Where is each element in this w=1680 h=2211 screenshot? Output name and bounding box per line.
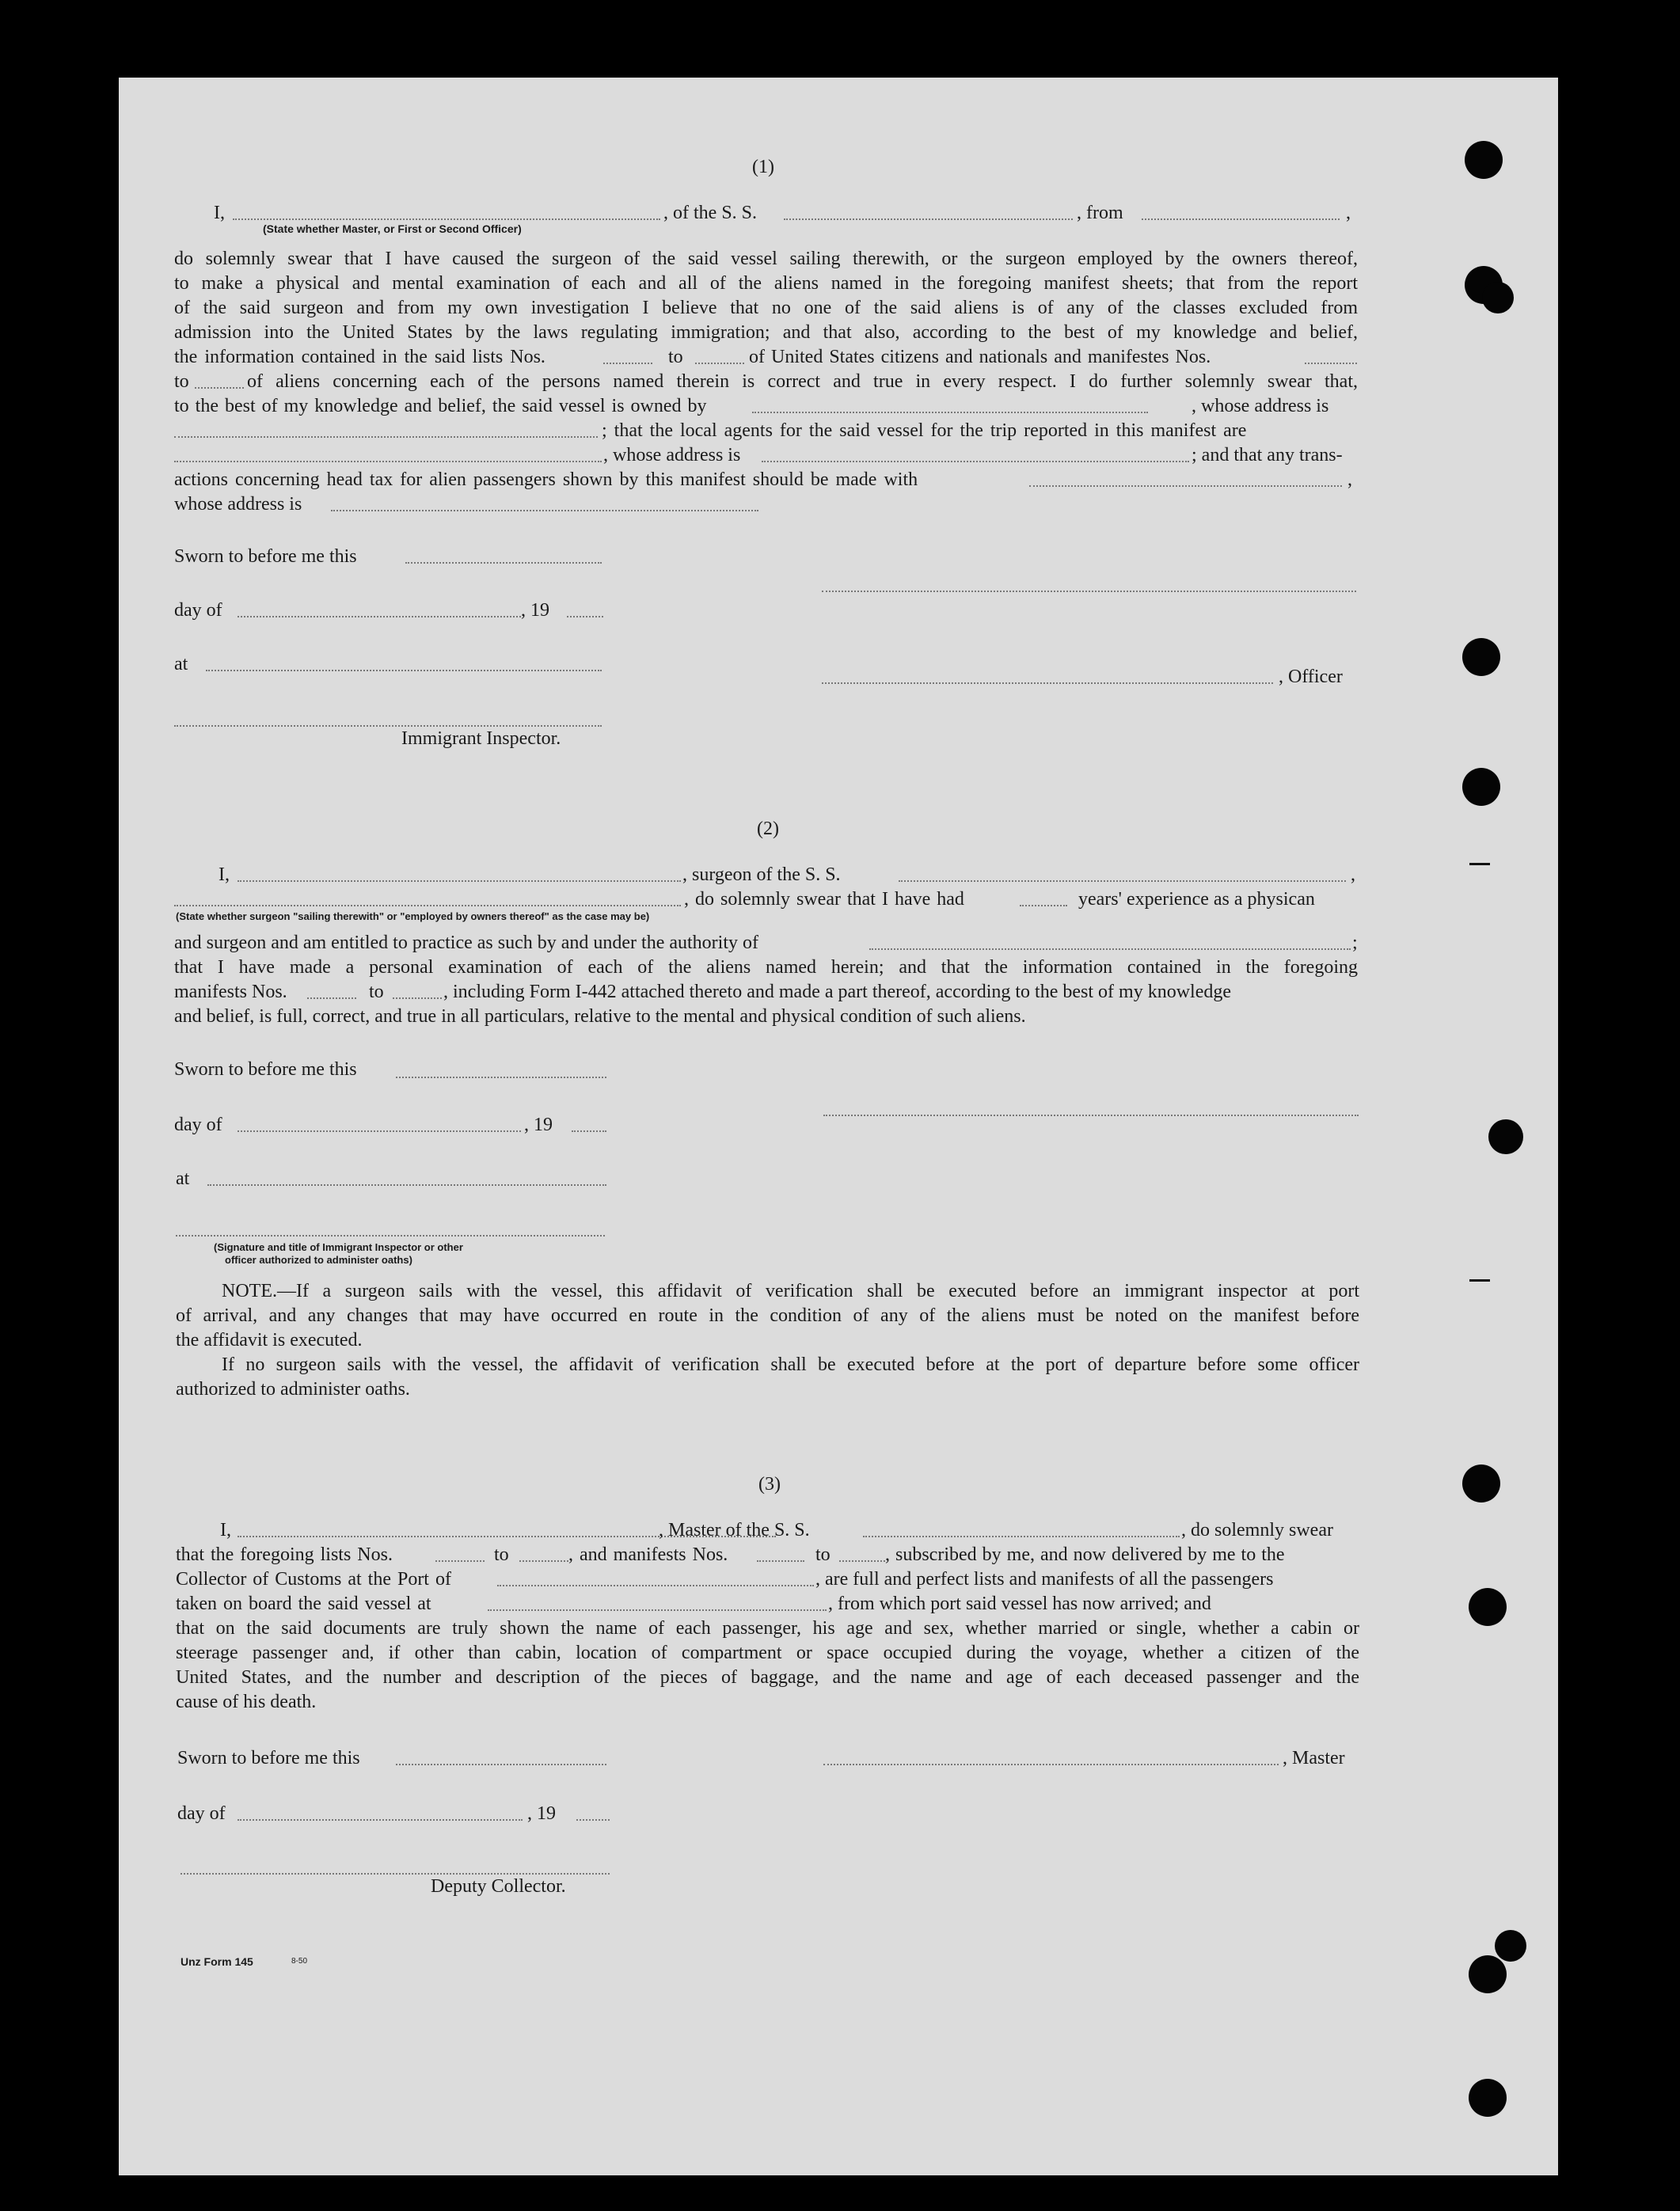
whose-address-label: , whose address is [1192,396,1329,416]
binder-hole [1462,1465,1500,1502]
officer-name-field[interactable] [233,218,660,220]
sec3-text-line: steerage passenger and, if other than cabin, location of compartment or space occupied during the voyage, whether a citizen of the [176,1643,1359,1663]
sec2-manifests-to-field[interactable] [393,997,442,999]
i-label: I, [219,864,230,885]
inspector-signature-field[interactable] [174,725,602,727]
form-page [119,78,1558,2175]
comma: , [1351,864,1355,885]
to-label: to [815,1544,830,1565]
sec2-manifests-from-field[interactable] [307,997,356,999]
sec3-text-line: cause of his death. [176,1692,317,1712]
sec2-sworn-day-field[interactable] [396,1077,606,1078]
officer-hint: (State whether Master, or First or Second Officer) [263,222,522,235]
comma: , [1347,469,1352,490]
whose-address-label: , whose address is [603,445,741,465]
manifests-to-field[interactable] [195,387,244,389]
sec2-text-line: that I have made a personal examination of each of the aliens named herein; and that the information contained in the foregoing [174,957,1358,978]
from-port-field[interactable] [1142,218,1340,220]
year-label: , 19 [524,1115,553,1135]
binder-hole [1469,1955,1507,1993]
note-line: NOTE.—If a surgeon sails with the vessel, this affidavit of verification shall be executed before an immigrant inspector at port [222,1281,1359,1301]
officer-label: , Officer [1279,667,1343,687]
sworn-label: Sworn to before me this [177,1748,360,1768]
sec1-text-line: do solemnly swear that I have caused the surgeon of the said vessel sailing therewith, or the surgeon employed by the owners thereof, [174,249,1358,269]
sec3-manifests-from-field[interactable] [757,1560,804,1562]
officer-title-field[interactable] [822,682,1273,684]
binder-hole [1465,141,1503,179]
officer-signature-field[interactable] [822,591,1356,592]
surgeon-hint: (State whether surgeon "sailing therewith" or "employed by owners thereof" as the case may be) [176,910,650,922]
note-line: the affidavit is executed. [176,1330,363,1351]
to-label: to [494,1544,509,1565]
aliens-line: of aliens concerning each of the persons named therein is correct and true in every respect. I do further solemnly swear that, [247,371,1358,392]
sworn-label: Sworn to before me this [174,1059,357,1080]
day-of-label: day of [177,1803,226,1824]
at-field[interactable] [206,670,602,671]
margin-mark [1469,1279,1490,1282]
year-field[interactable] [567,616,603,617]
sec2-text-line: and belief, is full, correct, and true in all particulars, relative to the mental and physical condition of such aliens. [174,1006,1026,1027]
sec2-inspector-signature-field[interactable] [176,1235,605,1237]
whose-address-label: whose address is [174,494,302,515]
lists-from-field[interactable] [603,363,652,364]
section-number: (3) [758,1474,781,1495]
sworn-day-field[interactable] [405,562,602,564]
sec3-text-line: that on the said documents are truly shown the name of each passenger, his age and sex, whether married or single, whether a cabin or [176,1618,1359,1639]
to-label: to [369,982,384,1002]
taken-port-field[interactable] [488,1609,827,1611]
port-field[interactable] [497,1585,814,1586]
surgeon-signature-field[interactable] [823,1115,1359,1116]
note-line: authorized to administer oaths. [176,1379,410,1400]
note-line: If no surgeon sails with the vessel, the affidavit of verification shall be executed before at the port of departure before some officer [222,1354,1359,1375]
signature-hint: officer authorized to administer oaths) [225,1254,412,1266]
form-id: Unz Form 145 [181,1955,253,1968]
years-label: years' experience as a physican [1078,889,1315,910]
sec3-lists-to-field[interactable] [519,1560,568,1562]
sec3-day-of-field[interactable] [238,1819,523,1821]
year-label: , 19 [527,1803,556,1824]
agents-address-field[interactable] [762,461,1189,462]
of-ss-label: , of the S. S. [663,203,758,223]
and-manifests-label: , and manifests Nos. [568,1544,728,1565]
from-label: , from [1077,203,1123,223]
master-of-label: , Master of the S. S. [659,1520,810,1540]
to-label: to [174,371,189,392]
note-line: of arrival, and any changes that may have occurred en route in the condition of any of the aliens must be noted on the manifest before [176,1305,1359,1326]
head-tax-field[interactable] [1029,485,1342,487]
sec2-at-field[interactable] [207,1184,606,1186]
signature-hint: (Signature and title of Immigrant Inspector or other [214,1241,463,1253]
comma: , [1346,203,1351,223]
surgeon-name-field[interactable] [238,880,681,882]
info-label: the information contained in the said lists Nos. [174,347,545,367]
sec3-text-line: United States, and the number and description of the pieces of baggage, and the name and age of each deceased passenger and the [176,1667,1359,1688]
section-number: (2) [757,819,779,839]
foregoing-label: that the foregoing lists Nos. [176,1544,393,1565]
surgeon-vessel-field[interactable] [899,880,1346,882]
taken-label: taken on board the said vessel at [176,1594,431,1614]
agents-field[interactable] [174,461,602,462]
form-date: 8-50 [291,1957,308,1966]
year-label: , 19 [521,600,549,621]
binder-hole [1469,2079,1507,2117]
binder-hole [1495,1930,1526,1962]
sworn-label: Sworn to before me this [174,546,357,567]
at-label: at [176,1168,190,1189]
manifests-from-field[interactable] [1305,363,1357,364]
binder-hole [1482,282,1514,313]
deputy-label: Deputy Collector. [431,1876,566,1897]
subscribed-label: , subscribed by me, and now delivered by me to the [885,1544,1285,1565]
day-of-field[interactable] [238,616,521,617]
i-label: I, [214,203,225,223]
surgeon-status-field[interactable] [174,905,681,906]
master-label: , Master [1283,1748,1345,1768]
sec1-text-line: to make a physical and mental examination of each and all of the aliens named in the foregoing manifest sheets; that from the report [174,273,1358,294]
including-label: , including Form I-442 attached thereto and made a part thereof, according to the best of my knowledge [443,982,1232,1002]
binder-hole [1462,638,1500,676]
citizens-label: of United States citizens and nationals and manifestes Nos. [749,347,1211,367]
day-of-label: day of [174,1115,222,1135]
sec1-text-line: admission into the United States by the laws regulating immigration; and that also, according to the best of my knowledge and belief, [174,322,1358,343]
section-number: (1) [752,157,774,177]
actions-label: actions concerning head tax for alien passengers shown by this manifest should be made with [174,469,918,490]
manifests-label: manifests Nos. [174,982,287,1002]
inspector-label: Immigrant Inspector. [401,728,561,749]
at-label: at [174,654,188,674]
margin-mark [1469,863,1490,865]
owner-address-field[interactable] [174,436,598,438]
i-label: I, [220,1520,231,1540]
sec2-year-field[interactable] [572,1130,606,1132]
sec2-day-of-field[interactable] [238,1130,521,1132]
sec3-manifests-to-field[interactable] [839,1560,885,1562]
lists-to-field[interactable] [695,363,744,364]
binder-hole [1469,1588,1507,1626]
semicolon: ; [1352,933,1358,953]
owner-field[interactable] [752,412,1148,413]
authority-field[interactable] [869,948,1351,950]
sec3-year-field[interactable] [576,1819,610,1821]
master-signature-field[interactable] [823,1764,1279,1765]
years-field[interactable] [1020,905,1067,906]
sec1-text-line: of the said surgeon and from my own investigation I believe that no one of the said aliens is of any of the classes excluded from [174,298,1358,318]
swear-label: , do solemnly swear that I have had [684,889,964,910]
sec3-sworn-day-field[interactable] [396,1764,606,1765]
authority-label: and surgeon and am entitled to practice as such by and under the authority of [174,933,758,953]
local-agents-label: ; that the local agents for the said vessel for the trip reported in this manifest are [602,420,1247,441]
from-port-label: , from which port said vessel has now arrived; and [828,1594,1211,1614]
binder-hole [1462,768,1500,806]
deputy-signature-field[interactable] [181,1873,610,1875]
sec3-lists-from-field[interactable] [435,1560,485,1562]
collector-label: Collector of Customs at the Port of [176,1569,451,1590]
full-perfect-label: , are full and perfect lists and manifests of all the passengers [815,1569,1274,1590]
any-trans-label: ; and that any trans- [1192,445,1343,465]
surgeon-of-label: , surgeon of the S. S. [682,864,841,885]
binder-hole [1488,1119,1523,1154]
to-label: to [668,347,683,367]
swear-label: , do solemnly swear [1181,1520,1333,1540]
head-tax-address-field[interactable] [331,510,758,511]
day-of-label: day of [174,600,222,621]
sec3-vessel-field[interactable] [863,1536,1180,1537]
vessel-name-field[interactable] [784,218,1073,220]
owned-by-label: to the best of my knowledge and belief, the said vessel is owned by [174,396,707,416]
